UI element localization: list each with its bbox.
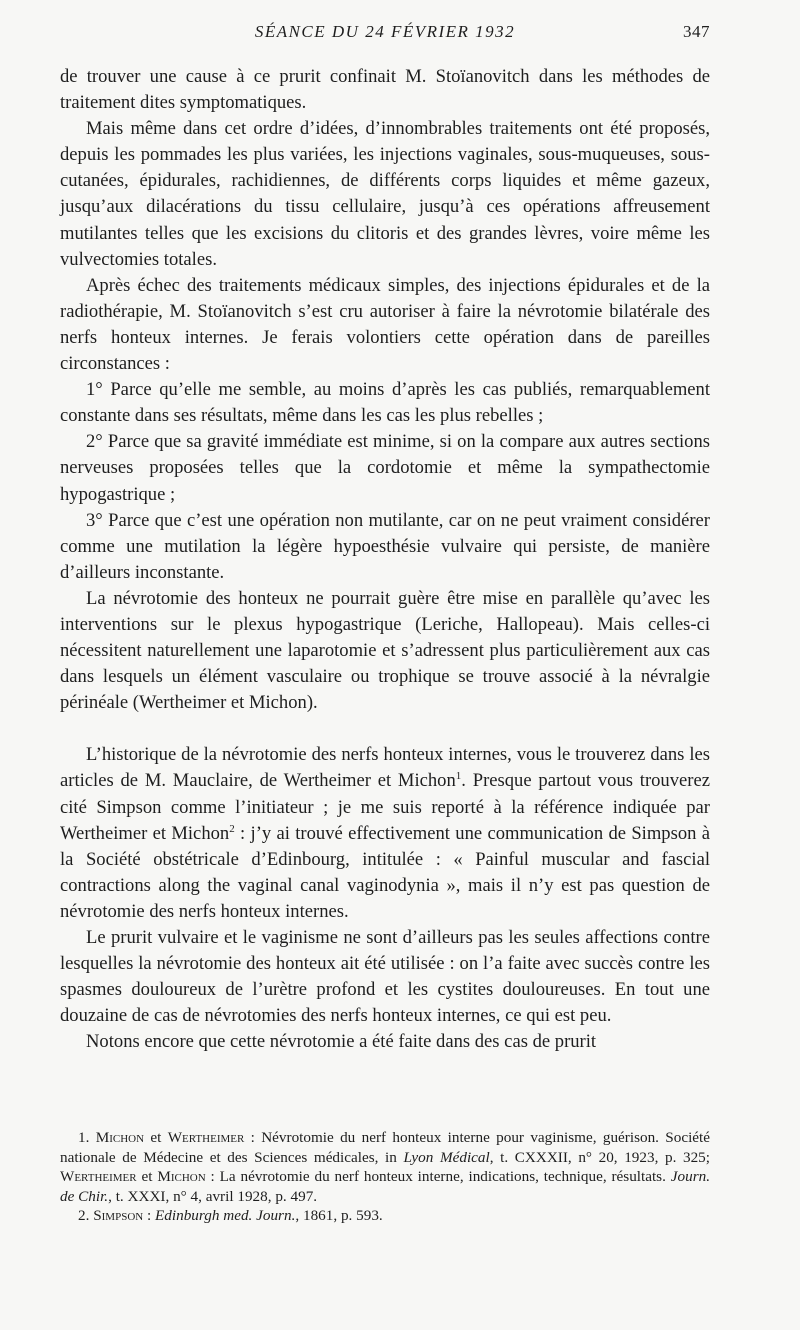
- footnote-2-number: 2.: [78, 1207, 94, 1224]
- footnote-1-text-4: , t. XXXI, n° 4, avril 1928, p. 497.: [108, 1187, 318, 1205]
- footnote-2-author: Simpson: [93, 1207, 144, 1224]
- footnote-1-author-4: Michon: [157, 1168, 206, 1185]
- paragraph-4: 1° Parce qu’elle me semble, au moins d’après les cas publiés, remarquablement constante dans ses résultats, même dans les cas les plus rebelles ;: [60, 379, 710, 427]
- footnote-1-author-3: Wertheimer: [60, 1168, 137, 1185]
- footnote-2-separator: :: [143, 1207, 156, 1224]
- paragraph-6: 3° Parce que c’est une opération non mutilante, car on ne peut vraiment considérer comme une mutilation la légère hypoesthésie vulvaire qui persiste, de manière d’ailleurs inconstante.: [60, 509, 710, 583]
- footnote-2-text: , 1861, p. 593.: [295, 1207, 383, 1224]
- footnote-1-and-1: et: [144, 1129, 168, 1146]
- paragraph-8-part-c: : j’y ai trouvé effectivement une communication de Simpson à la Société obstétricale d’Edinbourg, intitulée : « Painful muscular and fascial contractions along the vaginal canal vaginodynia », mais il n’y est pas question de névrotomie des nerfs honteux internes.: [60, 822, 710, 922]
- paragraph-8-part-b: . Presque partout vous trouverez cité Simpson comme l’initiateur ; je me suis reporté à la référence indiquée par Wertheimer et Michon: [60, 770, 710, 844]
- running-header: [60, 22, 710, 46]
- paragraph-9: Le prurit vulvaire et le vaginisme ne sont d’ailleurs pas les seules affections contre lesquelles la névrotomie des honteux ait été utilisée : on l’a faite avec succès contre les spasmes douloureux de l’urètre profond et les cystites douloureuses. En tout une douzaine de cas de névrotomies des nerfs honteux internes, ce qui est peu.: [60, 927, 710, 1027]
- footnote-1-journal-2: Journ. de Chir.: [60, 1168, 710, 1205]
- page-number: 347: [683, 22, 710, 41]
- paragraph-7: La névrotomie des honteux ne pourrait guère être mise en parallèle qu’avec les interventions sur le plexus hypogastrique (Leriche, Hallopeau). Mais celles-ci nécessitent naturellement une laparotomie et s’adressent plus particulièrement aux cas dans lesquels un élément vasculaire ou trophique se trouve associé à la névralgie périnéale (Wertheimer et Michon).: [60, 587, 710, 714]
- footnote-1-author-2: Wertheimer: [167, 1129, 245, 1146]
- paragraph-1: de trouver une cause à ce prurit confinait M. Stoïanovitch dans les méthodes de traitement dites symptomatiques.: [60, 66, 710, 114]
- paragraph-10: Notons encore que cette névrotomie a été faite dans des cas de prurit: [86, 1031, 597, 1053]
- footnote-2-journal: Edinburgh med. Journ.: [155, 1207, 296, 1224]
- paragraph-5: 2° Parce que sa gravité immédiate est minime, si on la compare aux autres sections nerveuses proposées telles que la cordotomie et même la sympathectomie hypogastrique ;: [60, 431, 710, 505]
- footnote-1-journal-1: Lyon Médical: [403, 1148, 490, 1166]
- footnote-ref-2[interactable]: 2: [229, 822, 235, 835]
- footnote-1-text-3: : La névrotomie du nerf honteux interne, indications, technique, résultats.: [205, 1168, 671, 1185]
- footnote-1-number: 1.: [78, 1129, 96, 1146]
- footnote-1: [60, 1128, 710, 1206]
- paragraph-8-part-a: L’historique de la névrotomie des nerfs honteux internes, vous le trouverez dans les articles de M. Mauclaire, de Wertheimer et Michon: [60, 744, 710, 792]
- header-title: SÉANCE DU 24 FÉVRIER 1932: [254, 22, 516, 41]
- paragraph-2: Mais même dans cet ordre d’idées, d’innombrables traitements ont été proposés, depuis les pommades les plus variées, les injections vaginales, sous-muqueuses, sous-cutanées, épidurales, rachidiennes, de différents corps liquides et même gazeux, jusqu’aux dilacérations du tissu cellulaire, jusqu’à ces opérations affreusement mutilantes telles que les excisions du clitoris et des grandes lèvres, voire même les vulvectomies totales.: [60, 118, 710, 270]
- footnote-1-and-2: et: [136, 1168, 158, 1185]
- footnotes: [60, 1128, 710, 1226]
- body-text: [60, 64, 710, 1055]
- footnote-ref-1[interactable]: 1: [455, 770, 462, 783]
- footnote-1-text-1: : Névrotomie du nerf honteux interne pour vaginisme, guérison. Société nationale de Médecine et des Sciences médicales, in: [60, 1129, 711, 1166]
- footnote-2: [60, 1206, 710, 1226]
- footnote-1-text-2: , t. CXXXII, n° 20, 1923, p. 325;: [489, 1148, 710, 1166]
- footnote-1-author-1: Michon: [95, 1129, 145, 1146]
- paragraph-3: Après échec des traitements médicaux simples, des injections épidurales et de la radiothérapie, M. Stoïanovitch s’est cru autoriser à faire la névrotomie bilatérale des nerfs honteux internes. Je ferais volontiers cette opération dans de pareilles circonstances :: [60, 274, 710, 375]
- paragraph-8: [60, 742, 710, 925]
